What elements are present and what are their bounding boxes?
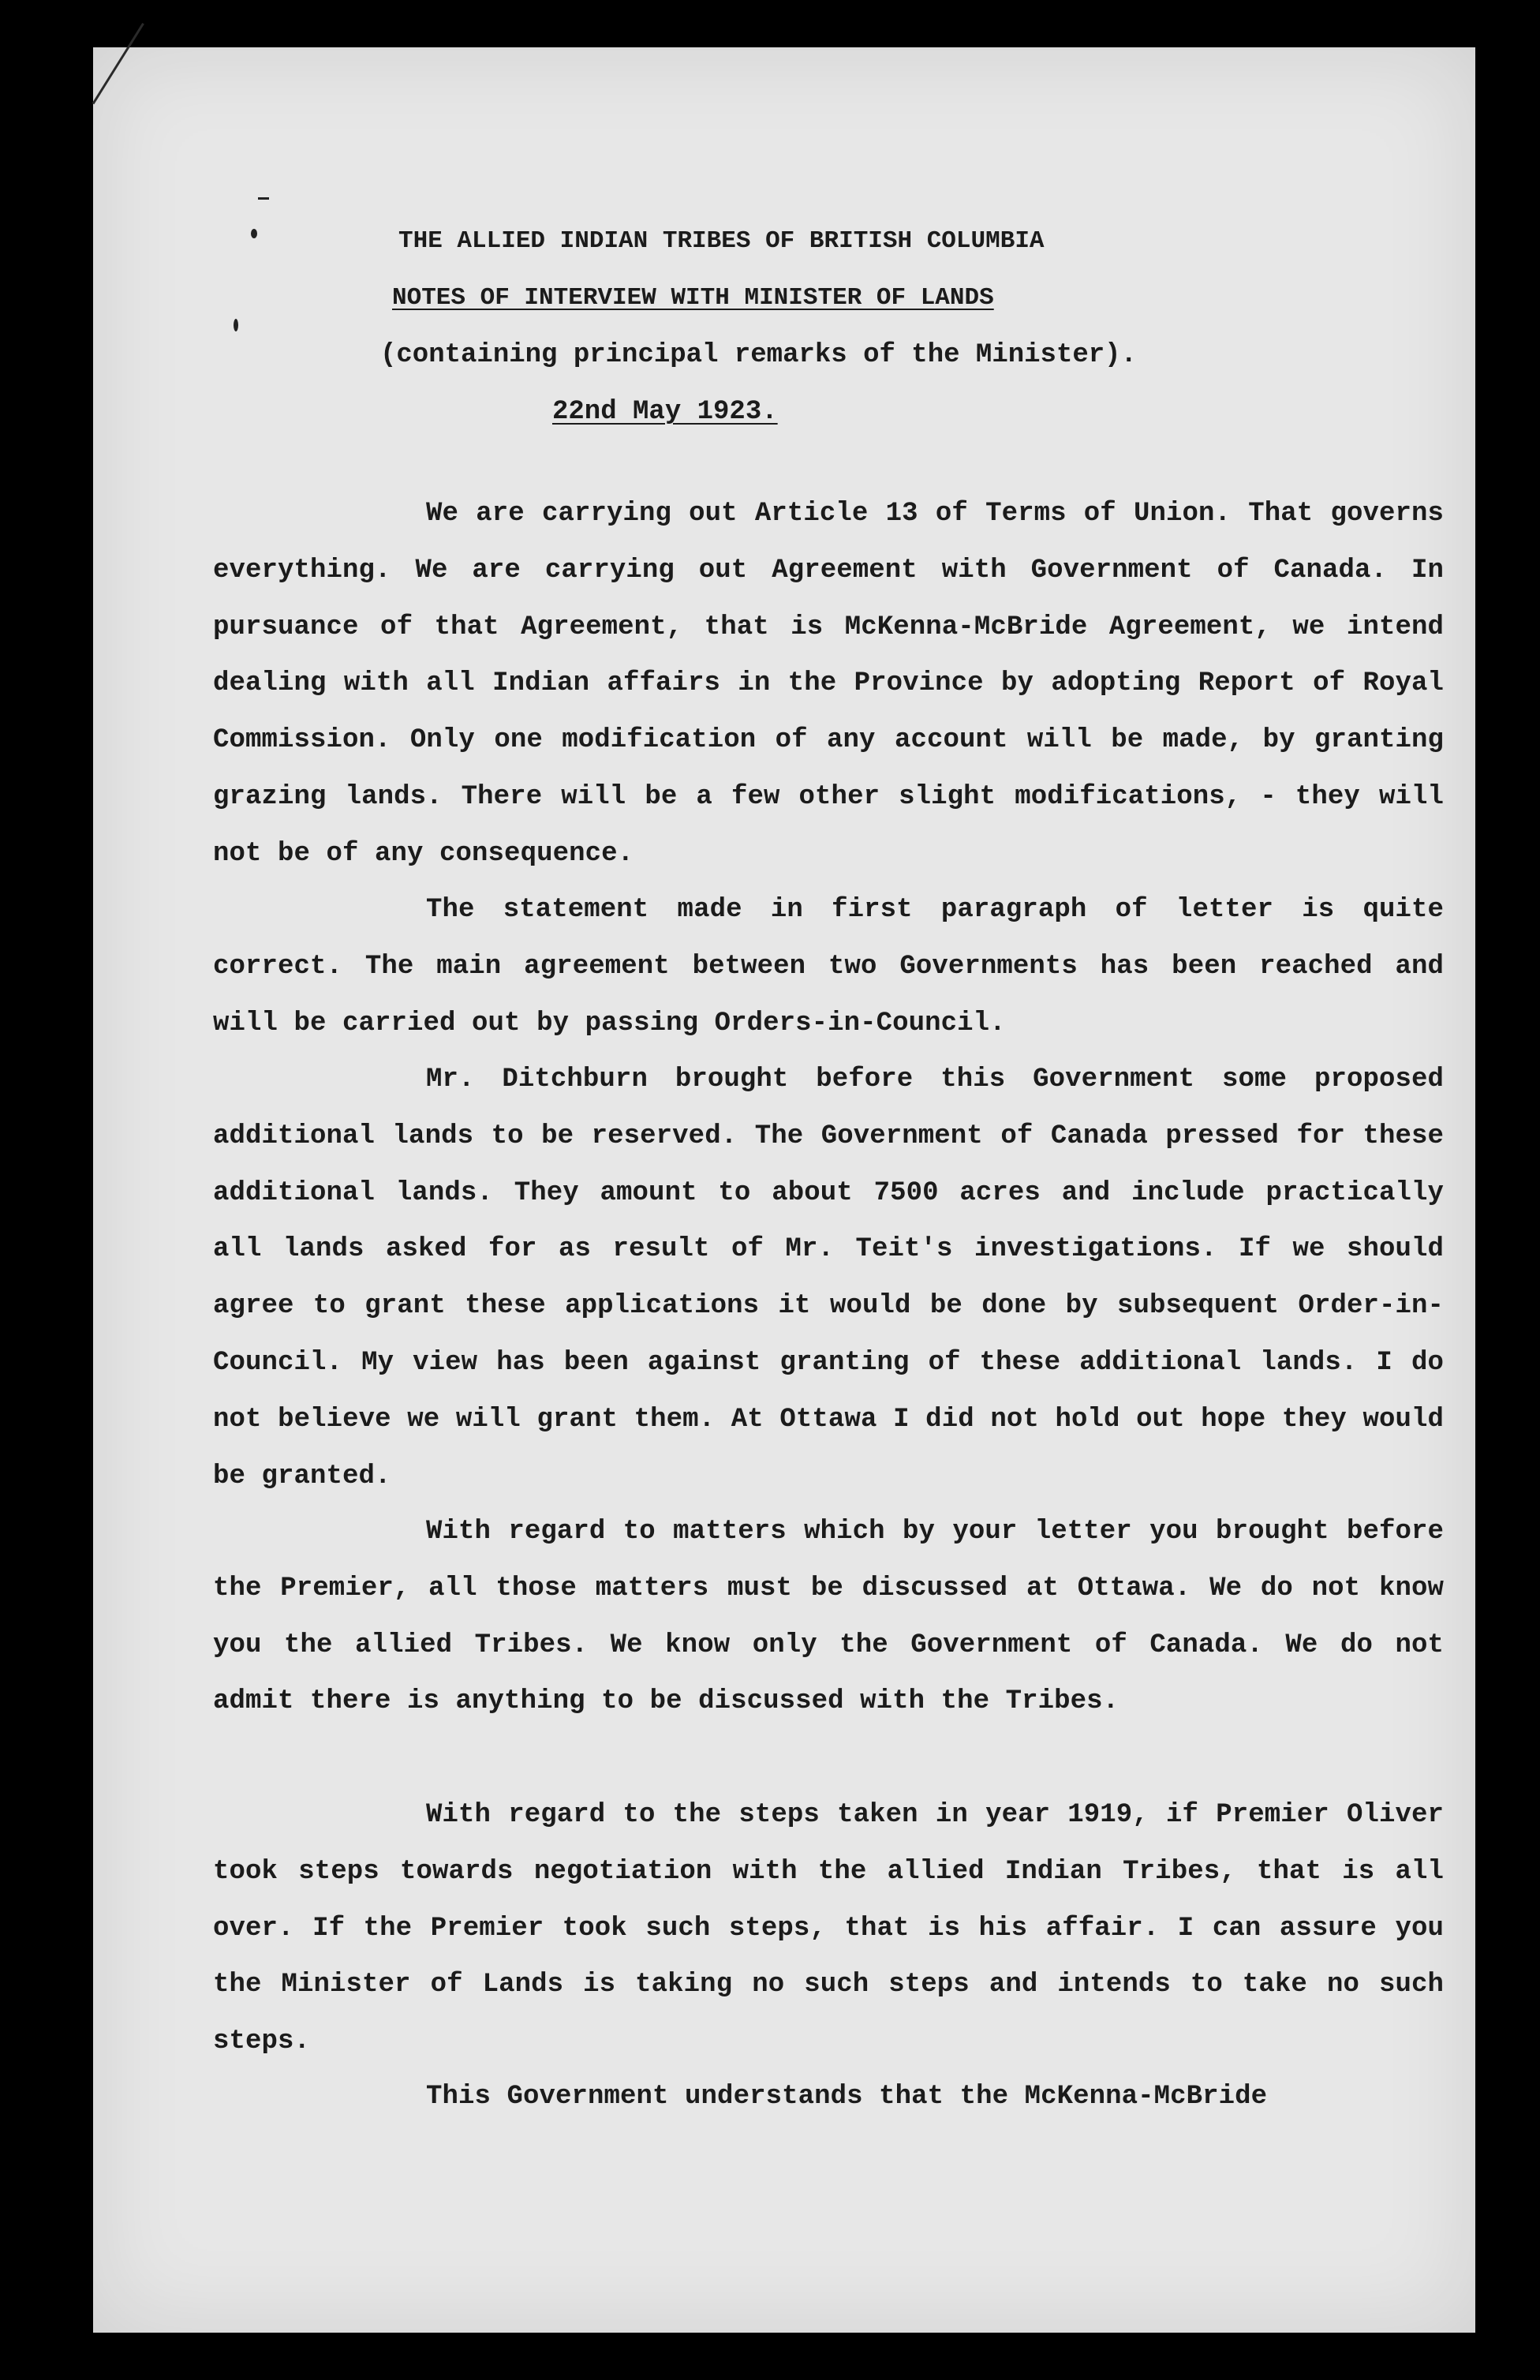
paragraph-5: With regard to the steps taken in year 1919, if Premier Oliver took steps towards negotiation with the allied Indian Tribes, that is all over. If the Premier took such steps, that is his affair. I can assure you the Minister of Lands is taking no such steps and intends to take no such steps. [213,1800,1444,2057]
heading-organization: THE ALLIED INDIAN TRIBES OF BRITISH COLUMBIA [398,227,1045,255]
paragraph-6: This Government understands that the McKenna-McBride [426,2082,1268,2112]
paragraph-3: Mr. Ditchburn brought before this Government some proposed additional lands to be reserved. The Government of Canada pressed for these additional lands. They amount to about 7500 acres and include practically all lands asked for as result of Mr. Teit's investigations. If we should agree to grant these applications it would be done by subsequent Order-in-Council. My view has been against granting of these additional lands. I do not believe we will grant them. At Ottawa I did not hold out hope they would be granted. [213,1065,1444,1491]
heading-title [392,283,1540,314]
heading-date [552,396,1540,428]
heading-subtitle: (containing principal remarks of the Minister). [380,340,1137,370]
paragraph-2: The statement made in first paragraph of letter is quite correct. The main agreement between two Governments has been reached and will be carried out by passing Orders-in-Council. [213,895,1444,1038]
heading-title-text: NOTES OF INTERVIEW WITH MINISTER OF LANDS [392,284,994,312]
heading-date-text: 22nd May 1923. [552,397,778,427]
paragraph-1: We are carrying out Article 13 of Terms of Union. That governs everything. We are carrying out Agreement with Government of Canada. In pursuance of that Agreement, that is McKenna-McBride Agreement, we intend dealing with all Indian affairs in the Province by adopting Report of Royal Commission. Only one modification of any account will be made, by granting grazing lands. There will be a few other slight modifications, - they will not be of any consequence. [213,499,1444,869]
paragraph-4: With regard to matters which by your letter you brought before the Premier, all those matters must be discussed at Ottawa. We do not know you the allied Tribes. We know only the Government of Canada. We do not admit there is anything to be discussed with the Tribes. [213,1517,1444,1717]
